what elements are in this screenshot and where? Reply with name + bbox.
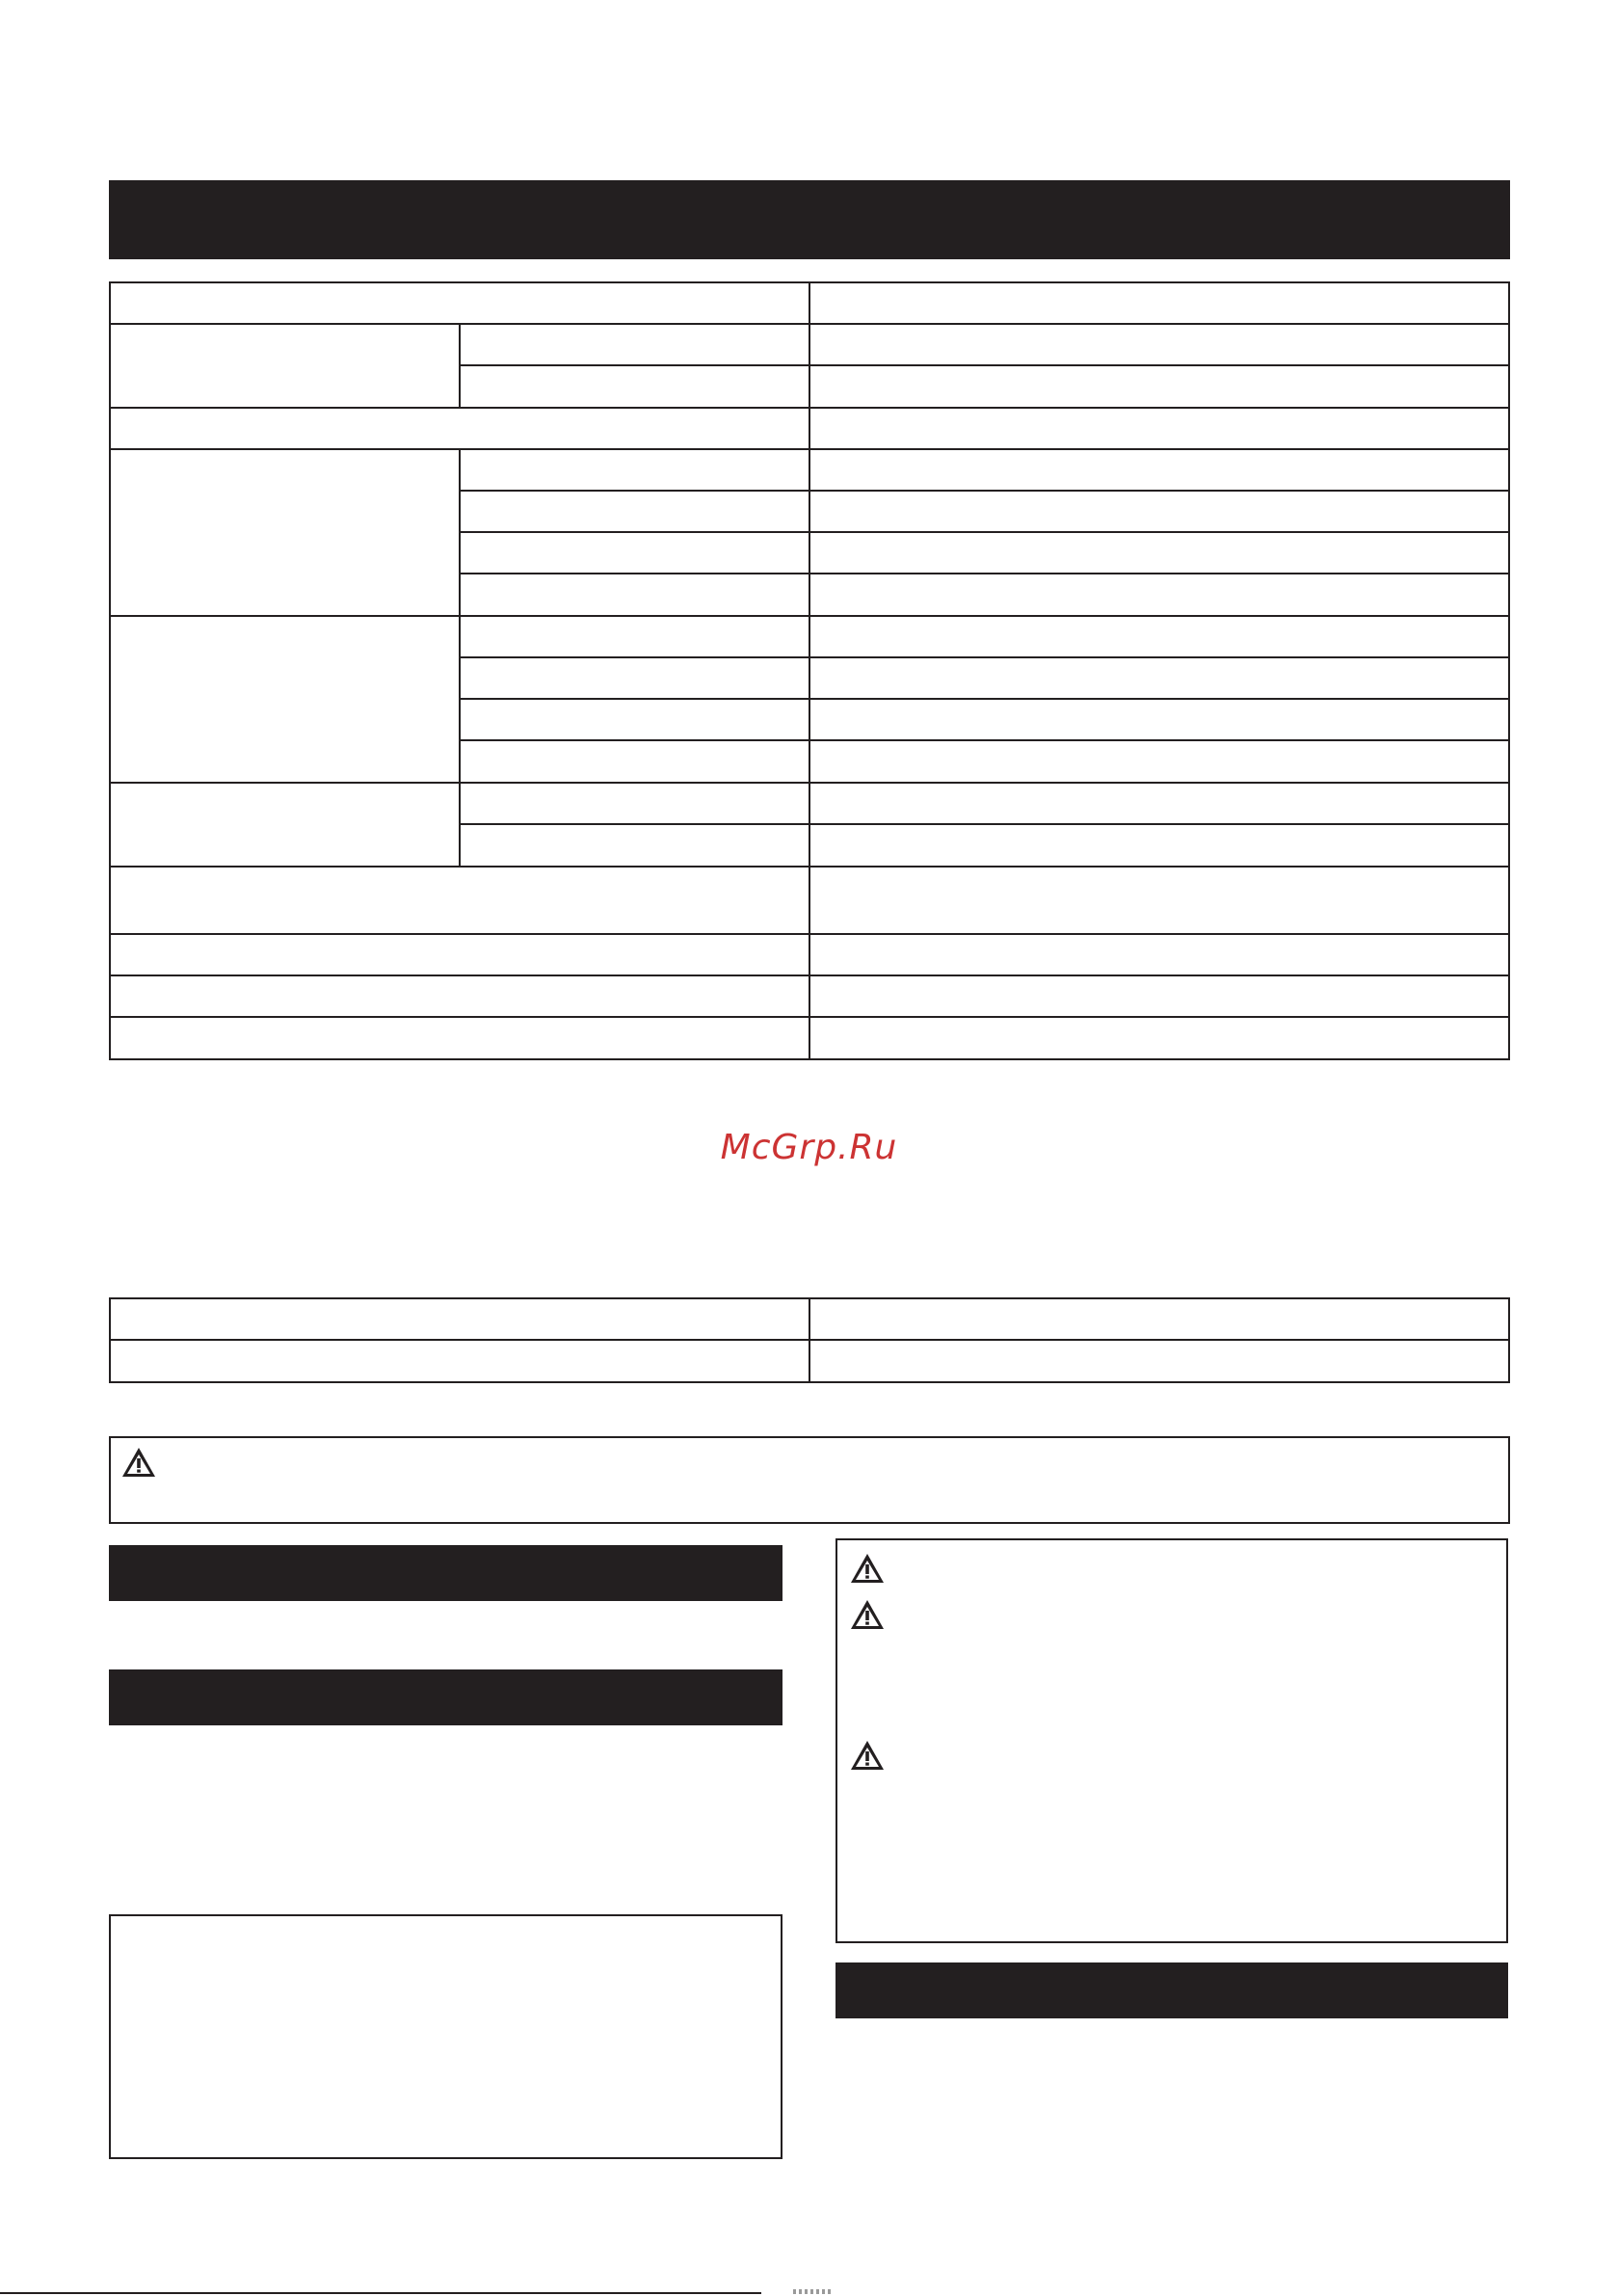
table-cell — [109, 866, 810, 935]
table-cell — [809, 364, 1510, 409]
table-cell — [809, 323, 1510, 366]
table-cell — [809, 1016, 1510, 1060]
table-cell — [809, 698, 1510, 741]
table-cell — [809, 656, 1510, 700]
footer-rule — [0, 2292, 761, 2294]
table-cell — [109, 974, 810, 1018]
table-cell — [809, 739, 1510, 784]
warning-triangle-icon — [849, 1552, 886, 1585]
table-cell — [809, 974, 1510, 1018]
table-cell — [809, 615, 1510, 658]
table-cell — [109, 281, 810, 325]
table-cell — [109, 1016, 810, 1060]
table-cell — [109, 323, 461, 409]
table-cell — [459, 531, 810, 574]
table-cell — [459, 573, 810, 617]
table-cell — [809, 933, 1510, 976]
table-cell — [459, 615, 810, 658]
table-cell — [459, 823, 810, 868]
table-cell — [109, 407, 810, 450]
table-cell — [109, 448, 461, 617]
table-cell — [809, 1297, 1510, 1341]
table-cell — [459, 323, 810, 366]
table-cell — [109, 933, 810, 976]
table-cell — [459, 364, 810, 409]
section-header-bar — [109, 1545, 782, 1601]
table-cell — [809, 782, 1510, 825]
table-cell — [109, 782, 461, 868]
safety-warnings-box — [836, 1538, 1508, 1943]
specifications-header-bar — [109, 180, 1510, 259]
table-cell — [809, 573, 1510, 617]
table-cell — [459, 448, 810, 492]
table-cell — [459, 782, 810, 825]
table-cell — [809, 531, 1510, 574]
warning-triangle-icon — [849, 1739, 886, 1772]
section-header-bar — [109, 1669, 782, 1725]
warning-triangle-icon — [120, 1446, 157, 1479]
page-number-mark — [793, 2289, 834, 2294]
table-cell — [459, 698, 810, 741]
table-cell — [809, 490, 1510, 533]
warning-triangle-icon — [849, 1598, 886, 1631]
warning-notice-box — [109, 1436, 1510, 1524]
table-cell — [459, 739, 810, 784]
table-cell — [109, 1297, 810, 1341]
table-cell — [109, 615, 461, 784]
watermark-text: McGrp.Ru — [720, 1128, 898, 1167]
table-cell — [809, 407, 1510, 450]
table-cell — [809, 448, 1510, 492]
table-cell — [109, 1339, 810, 1383]
table-cell — [459, 656, 810, 700]
table-cell — [809, 866, 1510, 935]
table-cell — [809, 1339, 1510, 1383]
table-cell — [459, 490, 810, 533]
table-cell — [809, 281, 1510, 325]
section-header-bar — [836, 1962, 1508, 2018]
notice-box — [109, 1914, 782, 2159]
table-cell — [809, 823, 1510, 868]
